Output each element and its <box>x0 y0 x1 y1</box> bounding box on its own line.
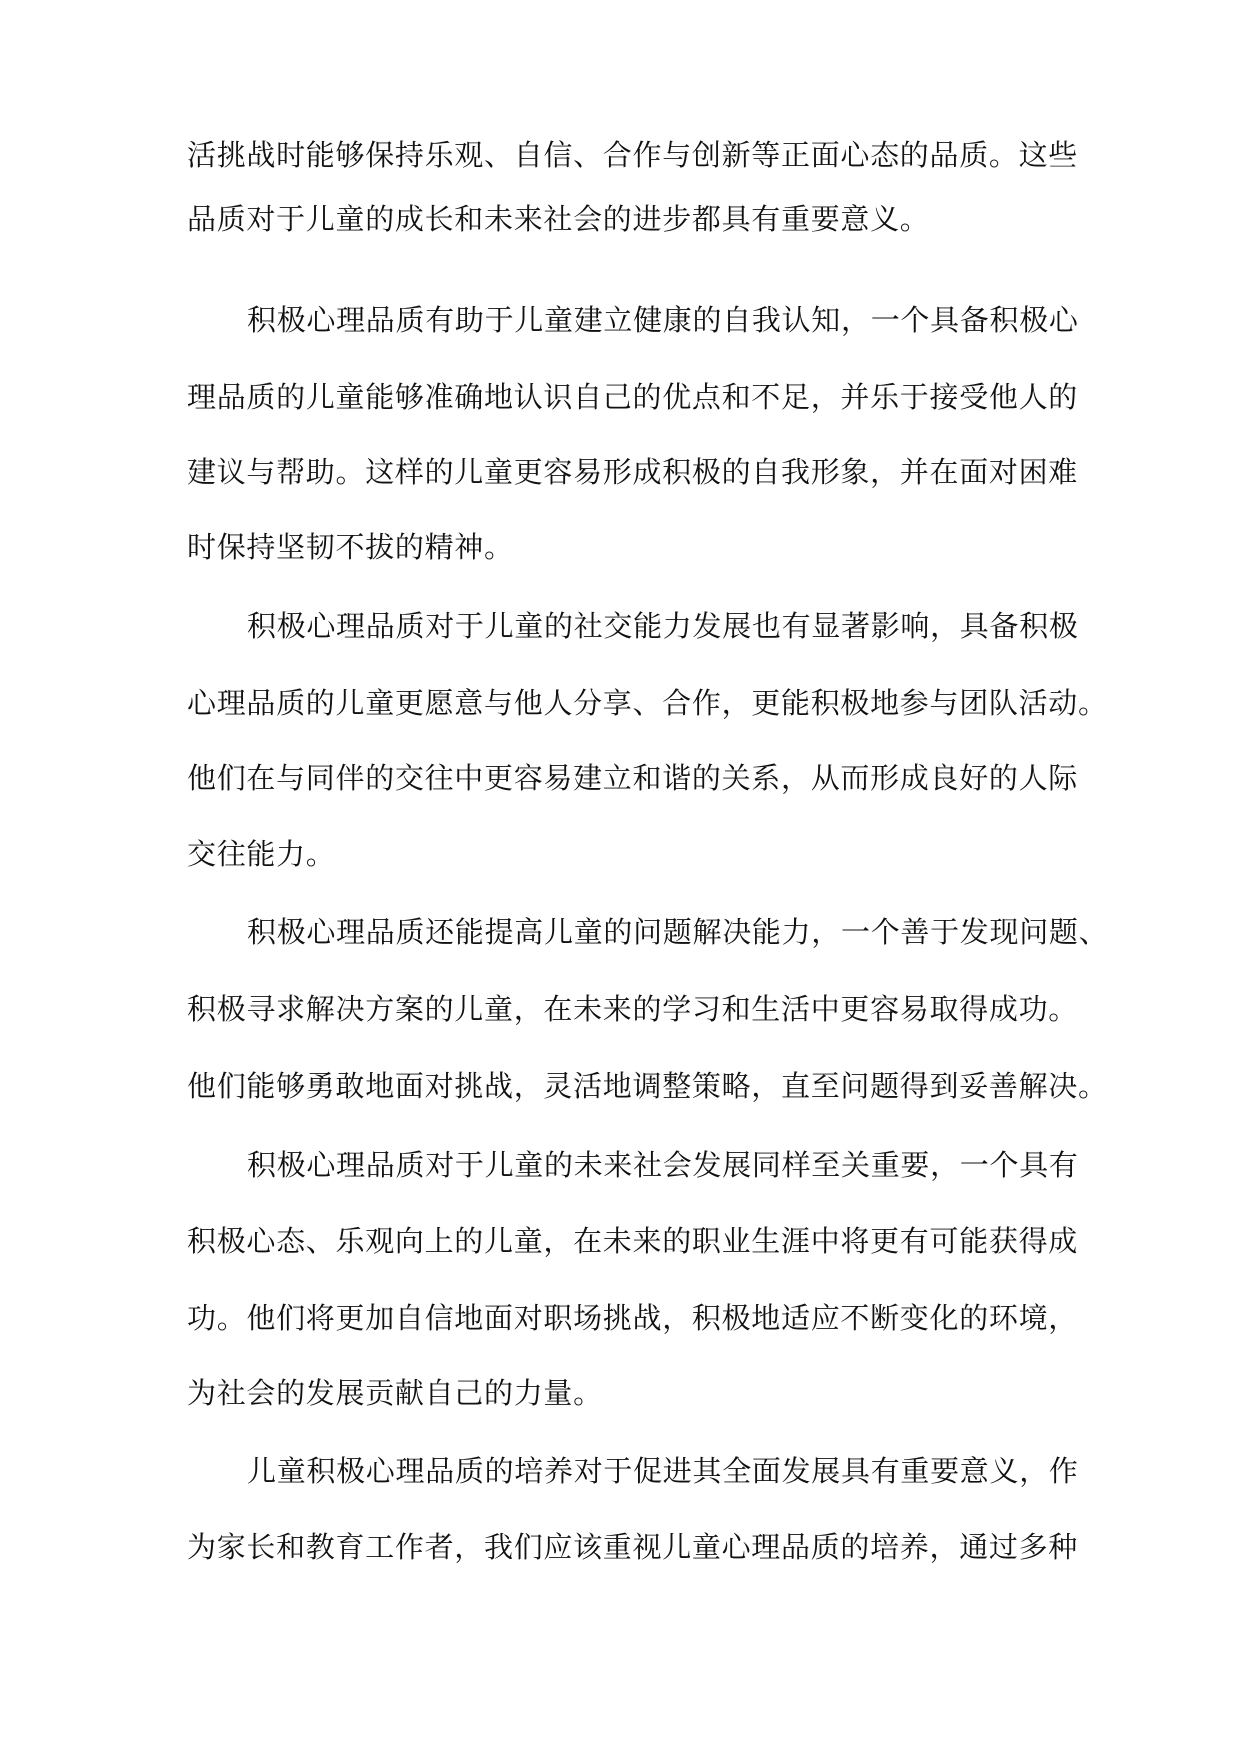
paragraph-first-line: 儿童积极心理品质的培养对于促进其全面发展具有重要意义，作 <box>247 1454 1079 1488</box>
text-line: 交往能力。 <box>187 837 336 871</box>
paragraph-first-line: 积极心理品质对于儿童的未来社会发展同样至关重要，一个具有 <box>247 1148 1079 1182</box>
text-line: 建议与帮助。这样的儿童更容易形成积极的自我形象，并在面对困难 <box>187 455 1079 489</box>
text-line: 时保持坚韧不拔的精神。 <box>187 530 514 564</box>
text-line: 心理品质的儿童更愿意与他人分享、合作，更能积极地参与团队活动。 <box>187 686 1108 720</box>
paragraph-first-line: 积极心理品质对于儿童的社交能力发展也有显著影响，具备积极 <box>247 609 1079 643</box>
text-line: 为社会的发展贡献自己的力量。 <box>187 1376 603 1410</box>
text-line: 积极寻求解决方案的儿童，在未来的学习和生活中更容易取得成功。 <box>187 992 1079 1026</box>
text-line: 品质对于儿童的成长和未来社会的进步都具有重要意义。 <box>187 202 930 236</box>
text-line: 理品质的儿童能够准确地认识自己的优点和不足，并乐于接受他人的 <box>187 380 1079 414</box>
text-line: 功。他们将更加自信地面对职场挑战，积极地适应不断变化的环境， <box>187 1301 1079 1335</box>
text-line: 为家长和教育工作者，我们应该重视儿童心理品质的培养，通过多种 <box>187 1530 1079 1564</box>
text-line: 他们在与同伴的交往中更容易建立和谐的关系，从而形成良好的人际 <box>187 761 1079 795</box>
paragraph-first-line: 积极心理品质还能提高儿童的问题解决能力，一个善于发现问题、 <box>247 915 1109 949</box>
paragraph-first-line: 积极心理品质有助于儿童建立健康的自我认知，一个具备积极心 <box>247 303 1079 337</box>
text-line: 积极心态、乐观向上的儿童，在未来的职业生涯中将更有可能获得成 <box>187 1224 1079 1258</box>
text-line: 活挑战时能够保持乐观、自信、合作与创新等正面心态的品质。这些 <box>187 138 1079 172</box>
text-line: 他们能够勇敢地面对挑战，灵活地调整策略，直至问题得到妥善解决。 <box>187 1069 1108 1103</box>
